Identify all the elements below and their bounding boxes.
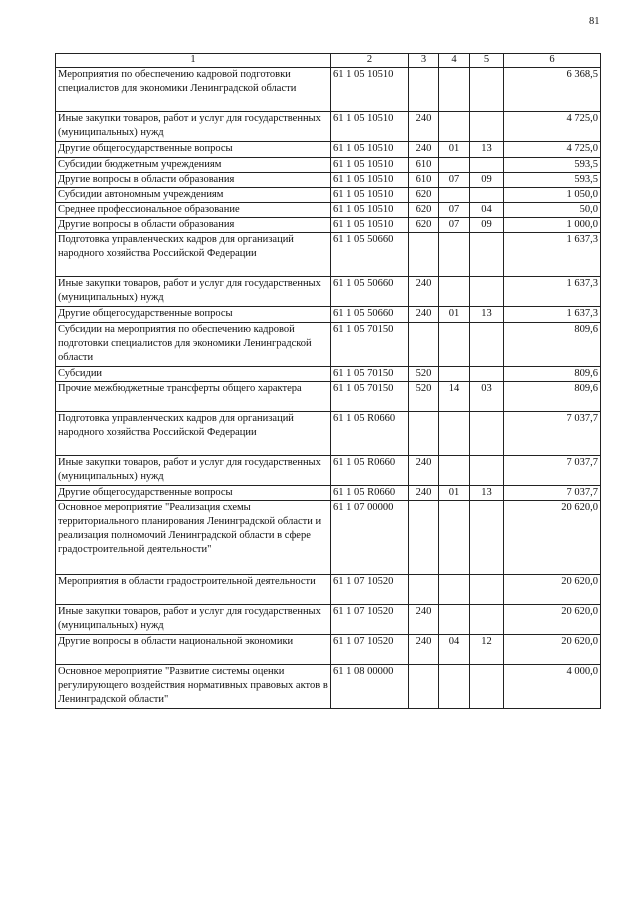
cell-kcsr: 61 1 05 R0660 — [331, 456, 409, 486]
cell-name: Основное мероприятие "Развитие системы оценки регулирующего воздействия нормативных правовых актов в Ленинградской области" — [56, 665, 331, 709]
cell-vr: 240 — [409, 456, 439, 486]
cell-vr — [409, 233, 439, 277]
cell-sum: 7 037,7 — [504, 456, 601, 486]
table-row — [56, 203, 601, 218]
table-row — [56, 635, 601, 665]
cell-pr: 04 — [470, 203, 504, 218]
cell-kcsr: 61 1 08 00000 — [331, 665, 409, 709]
cell-rz: 07 — [439, 218, 470, 233]
header-cell: 5 — [470, 54, 504, 68]
cell-sum: 20 620,0 — [504, 635, 601, 665]
table-row — [56, 233, 601, 277]
cell-name: Подготовка управленческих кадров для организаций народного хозяйства Российской Федерации — [56, 412, 331, 456]
cell-pr: 09 — [470, 173, 504, 188]
cell-pr — [470, 188, 504, 203]
cell-pr — [470, 158, 504, 173]
cell-name: Прочие межбюджетные трансферты общего характера — [56, 382, 331, 412]
cell-rz — [439, 456, 470, 486]
cell-sum: 593,5 — [504, 173, 601, 188]
table-row — [56, 307, 601, 323]
cell-vr: 620 — [409, 218, 439, 233]
cell-kcsr: 61 1 05 10510 — [331, 218, 409, 233]
cell-rz — [439, 323, 470, 367]
cell-pr — [470, 456, 504, 486]
cell-vr: 610 — [409, 173, 439, 188]
cell-vr — [409, 68, 439, 112]
cell-name: Другие общегосударственные вопросы — [56, 307, 331, 323]
table-row — [56, 456, 601, 486]
cell-vr: 520 — [409, 367, 439, 382]
cell-name: Субсидии автономным учреждениям — [56, 188, 331, 203]
cell-rz — [439, 412, 470, 456]
header-cell: 2 — [331, 54, 409, 68]
cell-pr — [470, 665, 504, 709]
cell-sum: 809,6 — [504, 367, 601, 382]
cell-pr — [470, 233, 504, 277]
table-row — [56, 277, 601, 307]
cell-kcsr: 61 1 05 50660 — [331, 233, 409, 277]
header-cell: 4 — [439, 54, 470, 68]
table-row — [56, 367, 601, 382]
cell-kcsr: 61 1 05 10510 — [331, 142, 409, 158]
cell-sum: 20 620,0 — [504, 575, 601, 605]
cell-vr: 240 — [409, 142, 439, 158]
table-row — [56, 158, 601, 173]
cell-sum: 4 725,0 — [504, 142, 601, 158]
cell-pr — [470, 367, 504, 382]
table-row — [56, 382, 601, 412]
cell-pr — [470, 412, 504, 456]
table-row — [56, 605, 601, 635]
cell-name: Другие общегосударственные вопросы — [56, 142, 331, 158]
header-cell: 6 — [504, 54, 601, 68]
cell-sum: 1 000,0 — [504, 218, 601, 233]
cell-kcsr: 61 1 05 70150 — [331, 323, 409, 367]
cell-pr — [470, 277, 504, 307]
cell-sum: 1 050,0 — [504, 188, 601, 203]
cell-sum: 50,0 — [504, 203, 601, 218]
cell-rz: 14 — [439, 382, 470, 412]
cell-rz — [439, 158, 470, 173]
cell-pr — [470, 323, 504, 367]
cell-vr: 240 — [409, 635, 439, 665]
cell-kcsr: 61 1 07 10520 — [331, 635, 409, 665]
cell-kcsr: 61 1 05 70150 — [331, 382, 409, 412]
table-row — [56, 112, 601, 142]
cell-kcsr: 61 1 05 R0660 — [331, 486, 409, 501]
cell-pr — [470, 575, 504, 605]
cell-sum: 7 037,7 — [504, 486, 601, 501]
cell-rz — [439, 665, 470, 709]
cell-kcsr: 61 1 05 R0660 — [331, 412, 409, 456]
cell-sum: 1 637,3 — [504, 277, 601, 307]
table-row — [56, 665, 601, 709]
header-row — [56, 54, 601, 68]
cell-rz: 04 — [439, 635, 470, 665]
cell-vr: 240 — [409, 307, 439, 323]
cell-name: Другие вопросы в области образования — [56, 218, 331, 233]
cell-pr: 13 — [470, 142, 504, 158]
cell-vr — [409, 323, 439, 367]
cell-sum: 20 620,0 — [504, 501, 601, 575]
cell-name: Другие вопросы в области национальной экономики — [56, 635, 331, 665]
cell-name: Другие общегосударственные вопросы — [56, 486, 331, 501]
cell-kcsr: 61 1 07 10520 — [331, 605, 409, 635]
cell-rz: 01 — [439, 307, 470, 323]
table-row — [56, 501, 601, 575]
cell-kcsr: 61 1 05 10510 — [331, 173, 409, 188]
cell-name: Другие вопросы в области образования — [56, 173, 331, 188]
cell-rz — [439, 501, 470, 575]
cell-kcsr: 61 1 05 50660 — [331, 277, 409, 307]
cell-rz — [439, 605, 470, 635]
cell-kcsr: 61 1 05 10510 — [331, 158, 409, 173]
cell-sum: 20 620,0 — [504, 605, 601, 635]
cell-kcsr: 61 1 07 10520 — [331, 575, 409, 605]
cell-kcsr: 61 1 05 10510 — [331, 112, 409, 142]
cell-kcsr: 61 1 07 00000 — [331, 501, 409, 575]
page-number: 81 — [589, 16, 600, 27]
cell-kcsr: 61 1 05 70150 — [331, 367, 409, 382]
cell-vr — [409, 665, 439, 709]
cell-name: Подготовка управленческих кадров для организаций народного хозяйства Российской Федерации — [56, 233, 331, 277]
cell-pr — [470, 68, 504, 112]
cell-vr: 240 — [409, 277, 439, 307]
cell-rz — [439, 68, 470, 112]
header-cell: 3 — [409, 54, 439, 68]
cell-rz — [439, 575, 470, 605]
cell-sum: 593,5 — [504, 158, 601, 173]
cell-rz: 01 — [439, 486, 470, 501]
cell-kcsr: 61 1 05 50660 — [331, 307, 409, 323]
cell-pr: 03 — [470, 382, 504, 412]
cell-sum: 1 637,3 — [504, 233, 601, 277]
cell-pr: 13 — [470, 307, 504, 323]
table-row — [56, 412, 601, 456]
cell-sum: 809,6 — [504, 323, 601, 367]
cell-vr: 520 — [409, 382, 439, 412]
cell-rz — [439, 367, 470, 382]
cell-vr: 240 — [409, 112, 439, 142]
cell-name: Основное мероприятие "Реализация схемы территориального планирования Ленинградской области и реализация полномочий Ленинградской области в сфере градостроительной деятельности" — [56, 501, 331, 575]
cell-kcsr: 61 1 05 10510 — [331, 188, 409, 203]
cell-rz — [439, 112, 470, 142]
cell-sum: 809,6 — [504, 382, 601, 412]
table-row — [56, 142, 601, 158]
cell-rz — [439, 233, 470, 277]
cell-sum: 7 037,7 — [504, 412, 601, 456]
cell-pr: 12 — [470, 635, 504, 665]
cell-name: Среднее профессиональное образование — [56, 203, 331, 218]
cell-rz — [439, 277, 470, 307]
cell-sum: 4 000,0 — [504, 665, 601, 709]
cell-pr — [470, 501, 504, 575]
cell-vr: 620 — [409, 203, 439, 218]
cell-vr — [409, 412, 439, 456]
table-row — [56, 173, 601, 188]
header-cell: 1 — [56, 54, 331, 68]
cell-name: Мероприятия в области градостроительной деятельности — [56, 575, 331, 605]
cell-vr: 620 — [409, 188, 439, 203]
cell-kcsr: 61 1 05 10510 — [331, 68, 409, 112]
cell-vr — [409, 501, 439, 575]
cell-rz: 01 — [439, 142, 470, 158]
cell-rz: 07 — [439, 203, 470, 218]
cell-name: Мероприятия по обеспечению кадровой подготовки специалистов для экономики Ленинградской области — [56, 68, 331, 112]
cell-sum: 6 368,5 — [504, 68, 601, 112]
budget-table — [55, 53, 601, 709]
cell-pr: 09 — [470, 218, 504, 233]
cell-vr — [409, 575, 439, 605]
cell-name: Субсидии — [56, 367, 331, 382]
cell-pr: 13 — [470, 486, 504, 501]
cell-rz — [439, 188, 470, 203]
cell-name: Иные закупки товаров, работ и услуг для государственных (муниципальных) нужд — [56, 112, 331, 142]
table-row — [56, 575, 601, 605]
cell-vr: 610 — [409, 158, 439, 173]
cell-name: Субсидии бюджетным учреждениям — [56, 158, 331, 173]
cell-vr: 240 — [409, 486, 439, 501]
cell-pr — [470, 605, 504, 635]
table-row — [56, 486, 601, 501]
cell-name: Иные закупки товаров, работ и услуг для государственных (муниципальных) нужд — [56, 605, 331, 635]
cell-name: Иные закупки товаров, работ и услуг для государственных (муниципальных) нужд — [56, 277, 331, 307]
cell-pr — [470, 112, 504, 142]
cell-sum: 1 637,3 — [504, 307, 601, 323]
cell-rz: 07 — [439, 173, 470, 188]
cell-name: Иные закупки товаров, работ и услуг для государственных (муниципальных) нужд — [56, 456, 331, 486]
cell-name: Субсидии на мероприятия по обеспечению кадровой подготовки специалистов для экономики Ленинградской области — [56, 323, 331, 367]
cell-vr: 240 — [409, 605, 439, 635]
table-row — [56, 68, 601, 112]
cell-sum: 4 725,0 — [504, 112, 601, 142]
table-row — [56, 323, 601, 367]
table-row — [56, 188, 601, 203]
table-row — [56, 218, 601, 233]
cell-kcsr: 61 1 05 10510 — [331, 203, 409, 218]
